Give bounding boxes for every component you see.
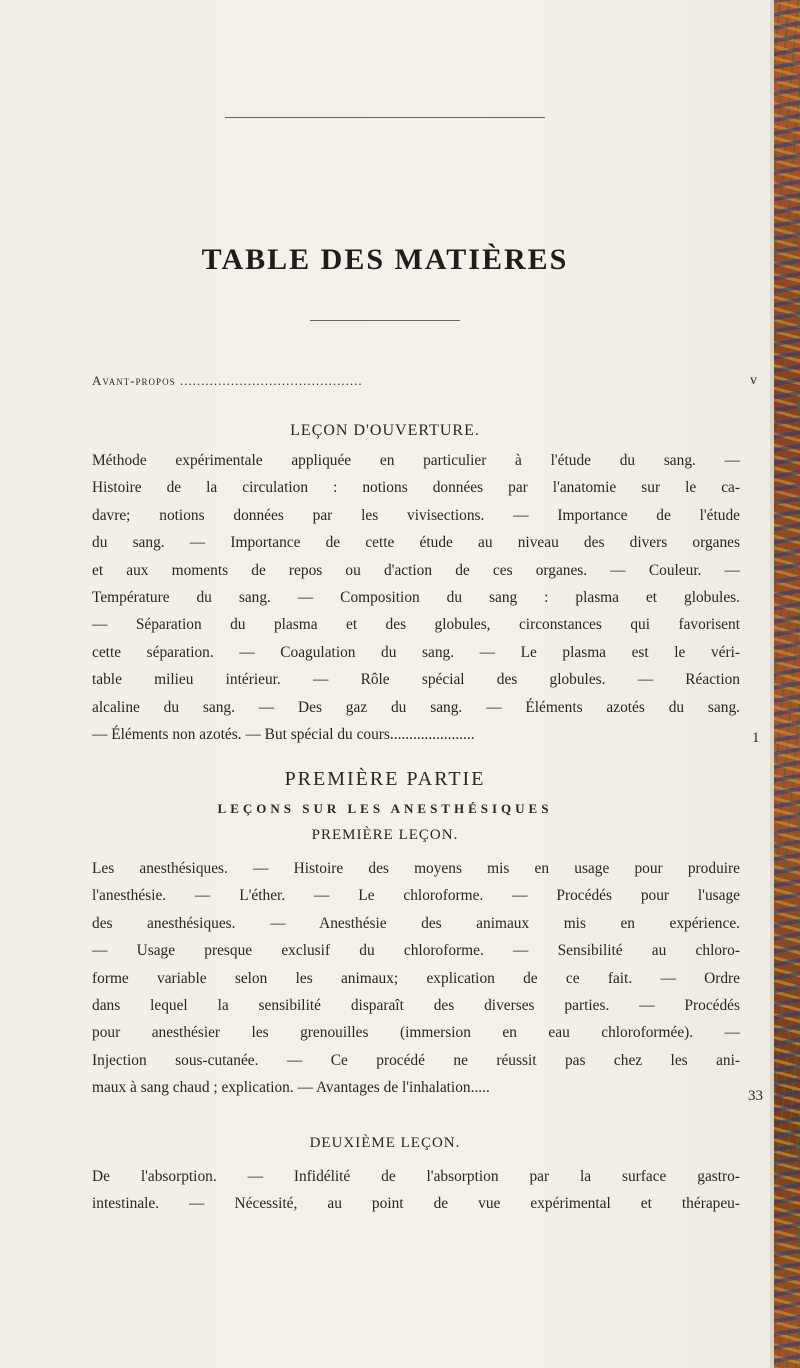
part-heading: PREMIÈRE PARTIE bbox=[284, 768, 486, 790]
premiere-lecon-page: 33 bbox=[748, 1088, 763, 1104]
summary-line: intestinale. — Nécessité, au point de vue expérimental et thérapeu- bbox=[92, 1195, 740, 1213]
summary-line: Température du sang. — Composition du sang : plasma et globules. bbox=[92, 588, 740, 606]
summary-line: davre; notions données par les vivisections. — Importance de l'étude bbox=[92, 506, 740, 524]
summary-line: du sang. — Importance de cette étude au niveau des divers organes bbox=[92, 534, 740, 552]
summary-line: De l'absorption. — Infidélité de l'absorption par la surface gastro- bbox=[92, 1168, 740, 1185]
page-title: TABLE DES MATIÈRES bbox=[201, 243, 569, 276]
summary-line: table milieu intérieur. — Rôle spécial des globules. — Réaction bbox=[92, 671, 740, 689]
lecon-ouverture-summary bbox=[92, 447, 740, 748]
summary-line: Méthode expérimentale appliquée en particulier à l'étude du sang. — bbox=[92, 452, 740, 469]
marbled-endpaper bbox=[770, 0, 800, 1368]
summary-line: cette séparation. — Coagulation du sang. — Le plasma est le véri- bbox=[92, 643, 740, 661]
deuxieme-lecon-heading: DEUXIÈME LEÇON. bbox=[309, 1135, 461, 1151]
summary-line: forme variable selon les animaux; explication de ce fait. — Ordre bbox=[92, 969, 740, 987]
avant-propos-page: v bbox=[750, 373, 757, 388]
avant-propos-label: Avant-propos bbox=[92, 373, 176, 388]
lecon-ouverture-page: 1 bbox=[752, 730, 760, 746]
lecon-ouverture-heading: LEÇON D'OUVERTURE. bbox=[290, 422, 480, 439]
summary-line: Histoire de la circulation : notions données par l'anatomie sur le ca- bbox=[92, 479, 740, 497]
toc-avant-propos bbox=[92, 373, 720, 389]
premiere-lecon-heading: PREMIÈRE LEÇON. bbox=[311, 827, 459, 843]
summary-line: l'anesthésie. — L'éther. — Le chloroforme. — Procédés pour l'usage bbox=[92, 887, 740, 905]
summary-line: maux à sang chaud ; explication. — Avantages de l'inhalation..... bbox=[92, 1079, 490, 1097]
summary-line: des anesthésiques. — Anesthésie des animaux mis en expérience. bbox=[92, 914, 740, 932]
part-subheading: LEÇONS SUR LES ANESTHÉSIQUES bbox=[217, 801, 553, 816]
deuxieme-lecon-summary bbox=[92, 1163, 740, 1218]
summary-line: — Usage presque exclusif du chloroforme. — Sensibilité au chloro- bbox=[92, 942, 740, 960]
avant-propos-leaders: ........................................... bbox=[179, 373, 363, 388]
summary-line: dans lequel la sensibilité disparaît des diverses parties. — Procédés bbox=[92, 996, 740, 1014]
summary-line: et aux moments de repos ou d'action de ces organes. — Couleur. — bbox=[92, 561, 740, 579]
summary-line: — Éléments non azotés. — But spécial du cours...................... bbox=[92, 725, 475, 743]
summary-line: Les anesthésiques. — Histoire des moyens mis en usage pour produire bbox=[92, 860, 740, 877]
title-rule bbox=[310, 320, 460, 321]
premiere-lecon-summary bbox=[92, 855, 740, 1102]
summary-line: pour anesthésier les grenouilles (immersion en eau chloroformée). — bbox=[92, 1024, 740, 1042]
summary-line: alcaline du sang. — Des gaz du sang. — Éléments azotés du sang. bbox=[92, 698, 740, 716]
top-rule bbox=[225, 117, 545, 118]
summary-line: Injection sous-cutanée. — Ce procédé ne réussit pas chez les ani- bbox=[92, 1051, 740, 1069]
summary-line: — Séparation du plasma et des globules, circonstances qui favorisent bbox=[92, 616, 740, 634]
